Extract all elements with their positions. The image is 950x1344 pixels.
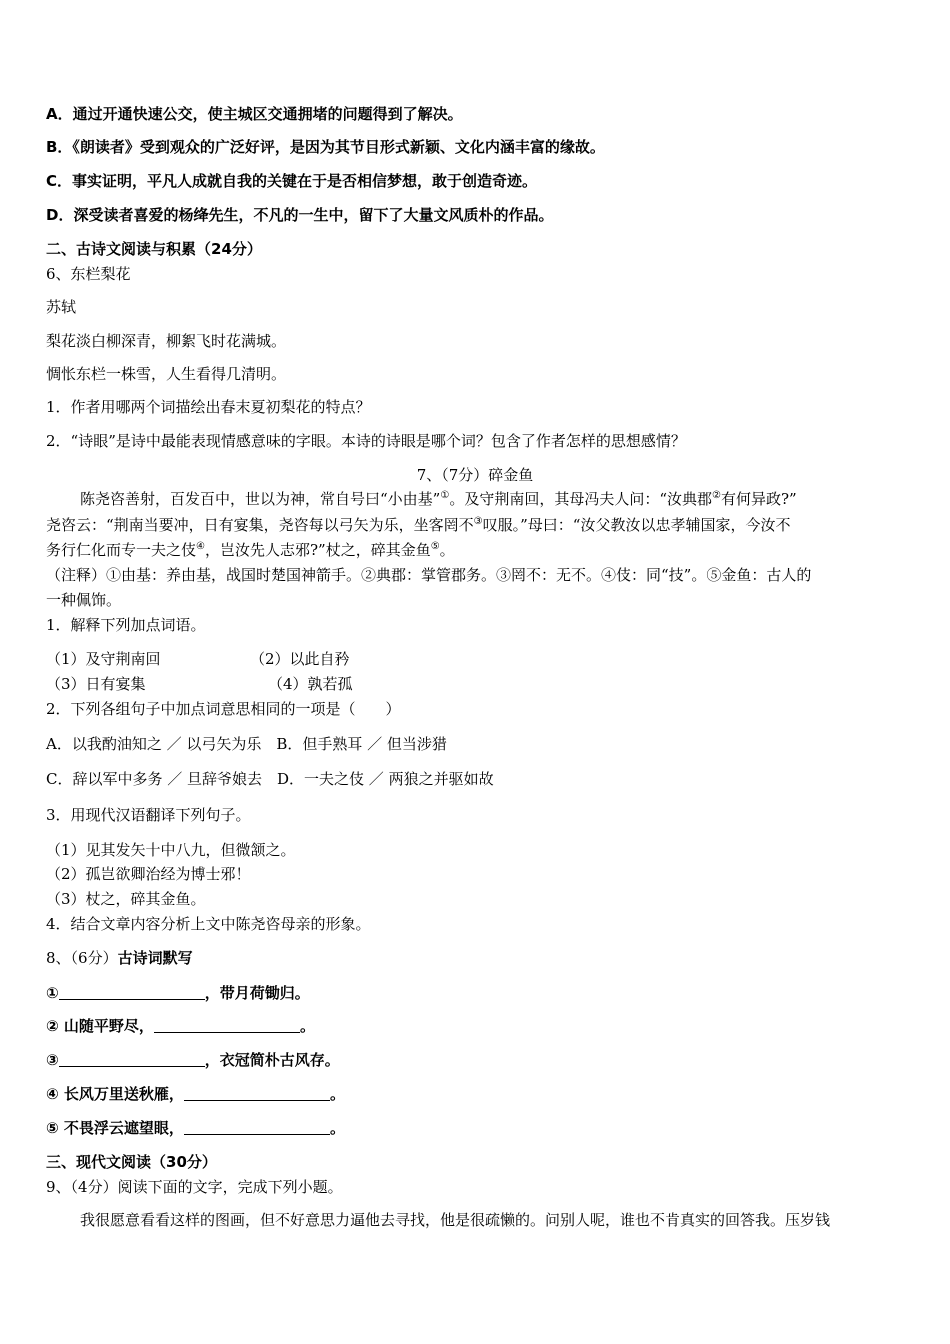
q7-sub-4: 4．结合文章内容分析上文中陈尧咨母亲的形象。 [46,915,371,933]
q8-line-5: ⑤ 不畏浮云遮望眼， 。 [46,1119,345,1137]
q6-sub-1: 1．作者用哪两个词描绘出春末夏初梨花的特点？ [46,398,371,416]
q7-passage-line-3: 务行仁化而专一夫之伎④，岂汝先人志邪?”杖之，碎其金鱼⑤。 [46,541,455,559]
section-heading-3: 三、现代文阅读（30分） [46,1153,217,1171]
q7-sub-3-item-1: （1）见其发矢十中八九，但微颔之。 [46,841,296,859]
q7-passage-line-2: 尧咨云：“荆南当要冲，日有宴集，尧咨每以弓矢为乐，坐客罔不③叹服。”母曰：“汝父教汝以忠孝辅国家，今汝不 [46,516,791,534]
option-c: C．事实证明，平凡人成就自我的关键在于是否相信梦想，敢于创造奇迹。 [46,172,538,190]
q9-title: 9、（4分）阅读下面的文字，完成下列小题。 [46,1178,343,1196]
q7-sub-1: 1．解释下列加点词语。 [46,616,206,634]
q7-sub-3: 3．用现代汉语翻译下列句子。 [46,806,251,824]
q7-sub-2-options-ab: A．以我酌油知之 ／ 以弓矢为乐 B．但手熟耳 ／ 但当涉猎 [46,735,447,753]
q8-line-4: ④ 长风万里送秋雁， 。 [46,1085,345,1103]
blank-3[interactable] [59,1052,205,1067]
q7-sub-2: 2．下列各组句子中加点词意思相同的一项是（ ） [46,700,401,718]
q7-title: 7、（7分）碎金鱼 [416,466,534,484]
poem-author: 苏轼 [46,298,77,316]
poem-line-2: 惆怅东栏一株雪，人生看得几清明。 [46,365,287,383]
blank-1[interactable] [59,985,205,1000]
q8-line-3: ③ ，衣冠简朴古风存。 [46,1051,340,1069]
q7-passage-line-1: 陈尧咨善射，百发百中，世以为神，常自号曰“小由基”①。及守荆南回，其母冯夫人问：“汝典郡②有何异政?” [80,490,797,508]
q8-line-2: ② 山随平野尽， 。 [46,1017,315,1035]
blank-4[interactable] [184,1086,330,1101]
blank-5[interactable] [184,1120,330,1135]
q8-title: 8、（6分）古诗词默写 [46,949,193,967]
q7-sub-3-item-3: （3）杖之，碎其金鱼。 [46,890,206,908]
q7-sub-1-item-3: （3）日有宴集 [46,675,146,693]
q7-sub-1-item-4: （4）孰若孤 [268,675,353,693]
q7-sub-2-options-cd: C．辞以军中多务 ／ 旦辞爷娘去 D．一夫之伎 ／ 两狼之并驱如故 [46,770,494,788]
blank-2[interactable] [154,1018,300,1033]
q7-notes-line-1: （注释）①由基：养由基，战国时楚国神箭手。②典郡：掌管郡务。③罔不：无不。④伎：同“技”。⑤金鱼：古人的 [46,566,812,584]
q7-notes-line-2: 一种佩饰。 [46,591,122,609]
q8-line-1: ① ，带月荷锄归。 [46,984,310,1002]
option-d: D．深受读者喜爱的杨绛先生，不凡的一生中，留下了大量文风质朴的作品。 [46,206,554,224]
option-a: A．通过开通快速公交，使主城区交通拥堵的问题得到了解决。 [46,105,463,123]
q9-passage-line-1: 我很愿意看看这样的图画，但不好意思力逼他去寻找，他是很疏懒的。问别人呢，谁也不肯真实的回答我。压岁钱 [80,1211,831,1229]
q7-sub-1-item-2: （2）以此自矜 [250,650,350,668]
section-heading-2: 二、古诗文阅读与积累（24分） [46,240,262,258]
q7-sub-1-item-1: （1）及守荆南回 [46,650,161,668]
option-b: B．《朗读者》受到观众的广泛好评，是因为其节目形式新颖、文化内涵丰富的缘故。 [46,138,605,156]
poem-title: 6、东栏梨花 [46,265,131,283]
poem-line-1: 梨花淡白柳深青，柳絮飞时花满城。 [46,332,287,350]
q6-sub-2: 2．“诗眼”是诗中最能表现情感意味的字眼。本诗的诗眼是哪个词？包含了作者怎样的思想感情？ [46,432,686,450]
q7-sub-3-item-2: （2）孤岂欲卿治经为博士邪！ [46,865,251,883]
